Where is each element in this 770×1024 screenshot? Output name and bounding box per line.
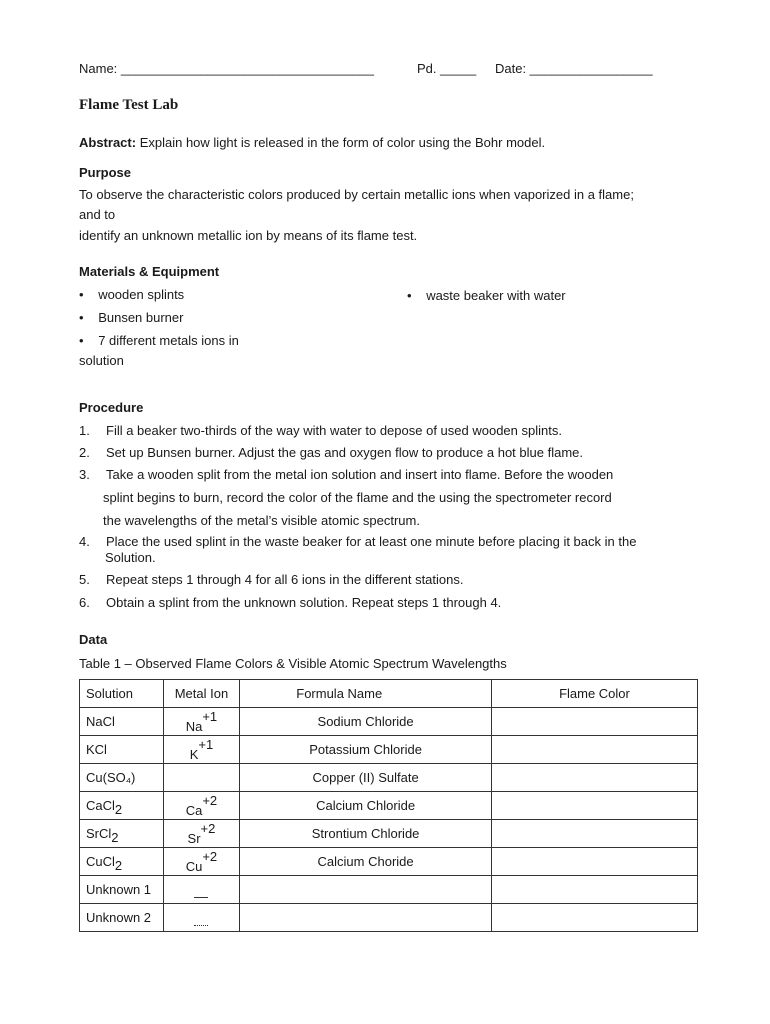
date-field-label: Date: _________________ [495, 61, 653, 76]
flame-color-cell[interactable] [491, 876, 697, 904]
materials-item-1 [79, 287, 184, 302]
solution-cell: CaCl2 [80, 792, 164, 820]
materials-item-label: waste beaker with water [426, 288, 566, 303]
metal-ion-cell [163, 876, 240, 904]
materials-heading: Materials & Equipment [79, 264, 220, 279]
step-number: 4. [79, 534, 90, 549]
solution-cell: Unknown 2 [80, 904, 164, 932]
page-title: Flame Test Lab [79, 97, 179, 113]
formula-name-cell: Calcium Choride [240, 848, 492, 876]
header-formula-name: Formula Name [240, 680, 492, 708]
header-metal-ion: Metal Ion [163, 680, 240, 708]
materials-item-label: wooden splints [98, 287, 185, 302]
solution-cell: CuCl2 [80, 848, 164, 876]
name-field-label: Name: ___________________________________ [79, 61, 374, 76]
table-header-row [80, 680, 698, 708]
step-number: 2. [79, 445, 90, 460]
purpose-line-2: and to [79, 207, 116, 222]
blank-line [194, 924, 208, 926]
formula-name-cell: Copper (II) Sulfate [240, 764, 492, 792]
metal-ion-cell [163, 904, 240, 932]
solution-cell: NaCl [80, 708, 164, 736]
table-row [80, 876, 698, 904]
solution-cell: SrCl2 [80, 820, 164, 848]
flame-color-cell[interactable] [491, 904, 697, 932]
abstract-text: Explain how light is released in the form of color using the Bohr model. [139, 135, 546, 150]
metal-ion-cell: $K^{+1}$ [163, 736, 240, 764]
step-number: 6. [79, 595, 90, 610]
flame-color-cell[interactable] [491, 764, 697, 792]
table-row [80, 848, 698, 876]
flame-color-cell[interactable] [491, 820, 697, 848]
bullet-glyph: • [79, 310, 84, 325]
materials-item-2 [79, 310, 183, 325]
flame-color-cell[interactable] [491, 848, 697, 876]
bullet-glyph: • [79, 333, 84, 348]
table-row [80, 736, 698, 764]
purpose-heading: Purpose [79, 165, 132, 180]
formula-name-cell: Calcium Chloride [240, 792, 492, 820]
materials-item-label: 7 different metals ions in [98, 333, 239, 348]
formula-name-cell: Potassium Chloride [240, 736, 492, 764]
metal-ion-cell: $Sr^{+2}$ [163, 820, 240, 848]
data-heading: Data [79, 632, 108, 647]
flame-color-cell[interactable] [491, 708, 697, 736]
procedure-step-3-line-3: the wavelengths of the metal’s visible atomic spectrum. [103, 513, 420, 528]
procedure-step-6 [79, 595, 502, 610]
table-row [80, 764, 698, 792]
materials-item-3 [79, 333, 239, 348]
step-number: 1. [79, 423, 90, 438]
procedure-step-5 [79, 572, 464, 587]
materials-item-right-1 [407, 288, 566, 303]
table-row [80, 792, 698, 820]
table-row [80, 708, 698, 736]
materials-item-3-wrap: solution [79, 353, 124, 368]
blank-line [194, 896, 208, 898]
step-number: 3. [79, 467, 90, 482]
solution-cell: Unknown 1 [80, 876, 164, 904]
metal-ion-cell: $Na^{+1}$ [163, 708, 240, 736]
solution-cell: KCl [80, 736, 164, 764]
purpose-line-1: To observe the characteristic colors produced by certain metallic ions when vaporized in a flame; [79, 187, 634, 202]
procedure-step-4-line-2: Solution. [105, 550, 156, 565]
materials-item-label: Bunsen burner [98, 310, 184, 325]
procedure-step-2 [79, 445, 583, 460]
header-solution: Solution [80, 680, 164, 708]
formula-name-cell: Sodium Chloride [240, 708, 492, 736]
procedure-step-1 [79, 423, 562, 438]
procedure-step-3-line-2: splint begins to burn, record the color of the flame and the using the spectrometer record [103, 490, 612, 505]
flame-color-cell[interactable] [491, 792, 697, 820]
formula-name-cell[interactable] [240, 904, 492, 932]
step-text: Place the used splint in the waste beaker for at least one minute before placing it back in the [106, 534, 637, 549]
bullet-glyph: • [407, 288, 412, 303]
abstract-label: Abstract: [79, 135, 137, 150]
table-row [80, 820, 698, 848]
flame-color-table [79, 679, 698, 932]
step-text: Fill a beaker two-thirds of the way with water to depose of used wooden splints. [106, 423, 562, 438]
solution-cell: Cu(SO₄) [80, 764, 164, 792]
abstract [79, 135, 545, 150]
table-row [80, 904, 698, 932]
header-flame-color: Flame Color [491, 680, 697, 708]
step-text: Obtain a splint from the unknown solution. Repeat steps 1 through 4. [106, 595, 502, 610]
metal-ion-cell: $Ca^{+2}$ [163, 792, 240, 820]
purpose-line-3: identify an unknown metallic ion by means of its flame test. [79, 228, 418, 243]
procedure-step-4 [79, 534, 637, 549]
formula-name-cell: Strontium Chloride [240, 820, 492, 848]
step-text: Take a wooden split from the metal ion solution and insert into flame. Before the wooden [106, 467, 614, 482]
step-number: 5. [79, 572, 90, 587]
table-caption: Table 1 – Observed Flame Colors & Visible Atomic Spectrum Wavelengths [79, 656, 507, 671]
flame-color-cell[interactable] [491, 736, 697, 764]
formula-name-cell[interactable] [240, 876, 492, 904]
metal-ion-cell [163, 764, 240, 792]
period-field-label: Pd. _____ [417, 61, 477, 76]
procedure-heading: Procedure [79, 400, 144, 415]
metal-ion-cell: $Cu^{+2}$ [163, 848, 240, 876]
procedure-step-3 [79, 467, 614, 482]
bullet-glyph: • [79, 287, 84, 302]
step-text: Repeat steps 1 through 4 for all 6 ions in the different stations. [106, 572, 464, 587]
step-text: Set up Bunsen burner. Adjust the gas and oxygen flow to produce a hot blue flame. [106, 445, 583, 460]
